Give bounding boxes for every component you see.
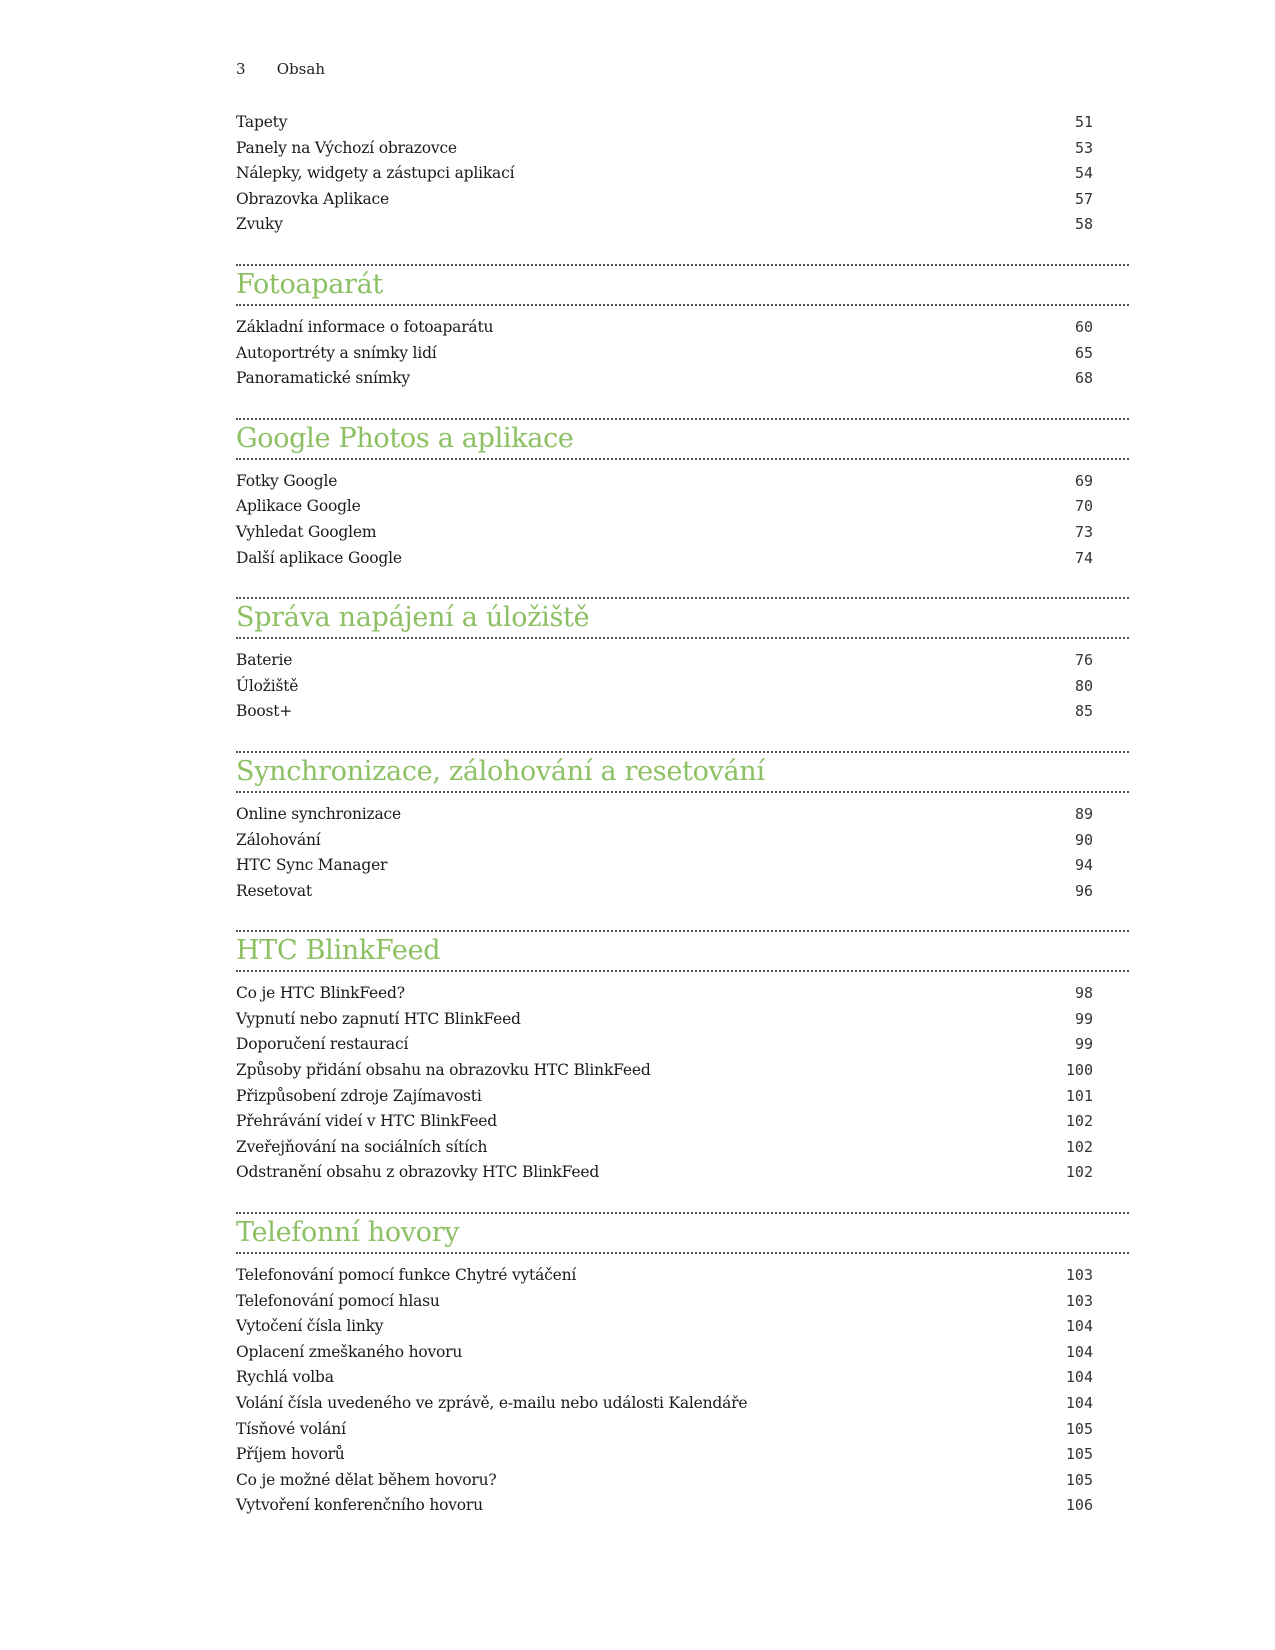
toc-entry[interactable] <box>236 828 1129 854</box>
section-heading <box>236 264 1129 306</box>
toc-entry-title: Zálohování <box>236 830 321 849</box>
toc-entry[interactable] <box>236 802 1129 828</box>
toc-entry[interactable] <box>236 1314 1129 1340</box>
section-heading <box>236 418 1129 460</box>
section-heading <box>236 1212 1129 1254</box>
toc-entry[interactable] <box>236 1417 1129 1443</box>
toc-entry[interactable] <box>236 648 1129 674</box>
toc-entry-page-number: 102 <box>1065 1137 1093 1156</box>
toc-entry-page-number: 103 <box>1065 1291 1093 1310</box>
toc-entry-title: Rychlá volba <box>236 1368 334 1387</box>
toc-entry-title: Obrazovka Aplikace <box>236 189 390 208</box>
toc-entry-title: Co je možné dělat během hovoru? <box>236 1470 497 1489</box>
toc-entry-page-number: 102 <box>1065 1112 1093 1131</box>
toc-entry[interactable] <box>236 1340 1129 1366</box>
section-heading <box>236 751 1129 793</box>
toc-entry-page-number: 58 <box>1074 215 1093 234</box>
toc-entry-page-number: 104 <box>1065 1317 1093 1336</box>
section-title[interactable]: Telefonní hovory <box>236 1217 460 1249</box>
toc-entry-page-number: 104 <box>1065 1394 1093 1412</box>
toc-entry-title: Vyhledat Googlem <box>236 522 377 541</box>
toc-entry[interactable] <box>236 1442 1129 1468</box>
toc-entry-title: Způsoby přidání obsahu na obrazovku HTC BlinkFeed <box>236 1061 651 1080</box>
toc-entry-title: Panoramatické snímky <box>236 369 410 388</box>
toc-entry-page-number: 65 <box>1074 343 1093 362</box>
toc-entry[interactable] <box>236 1365 1129 1391</box>
toc-entry-title: Autoportréty a snímky lidí <box>236 343 437 362</box>
toc-entry[interactable] <box>236 1289 1129 1315</box>
toc-entry[interactable] <box>236 136 1129 162</box>
toc-entry-page-number: 105 <box>1065 1445 1093 1464</box>
toc-entry-page-number: 96 <box>1074 881 1093 900</box>
toc-entry-title: Příjem hovorů <box>236 1445 345 1464</box>
toc-entry-page-number: 73 <box>1074 522 1093 541</box>
toc-entry-title: Telefonování pomocí hlasu <box>236 1291 440 1310</box>
toc-entry[interactable] <box>236 1109 1129 1135</box>
table-of-contents <box>236 110 1129 1519</box>
toc-entry-page-number: 106 <box>1065 1496 1093 1515</box>
toc-entry-title: Baterie <box>236 651 293 670</box>
toc-entry[interactable] <box>236 366 1129 392</box>
section-title[interactable]: Synchronizace, zálohování a resetování <box>236 755 765 787</box>
toc-entry-page-number: 89 <box>1074 804 1093 823</box>
header-title: Obsah <box>276 60 325 78</box>
toc-entry-title: HTC Sync Manager <box>236 856 388 875</box>
toc-entry[interactable] <box>236 494 1129 520</box>
toc-entry-page-number: 68 <box>1074 369 1093 388</box>
toc-entry-title: Panely na Výchozí obrazovce <box>236 138 457 157</box>
toc-entry-page-number: 105 <box>1065 1470 1093 1489</box>
toc-entry-page-number: 90 <box>1074 830 1093 849</box>
toc-entry[interactable] <box>236 469 1129 495</box>
toc-entry-page-number: 70 <box>1074 497 1093 516</box>
page-number: 3 <box>236 60 246 78</box>
toc-entry-title: Základní informace o fotoaparátu <box>236 317 494 336</box>
toc-entry[interactable] <box>236 981 1129 1007</box>
toc-entry[interactable] <box>236 1084 1129 1110</box>
toc-entry-page-number: 105 <box>1065 1419 1093 1438</box>
toc-entry[interactable] <box>236 1058 1129 1084</box>
toc-entry-page-number: 99 <box>1074 1009 1093 1028</box>
toc-entry[interactable] <box>236 341 1129 367</box>
toc-entry-page-number: 85 <box>1074 702 1093 721</box>
toc-entry-title: Resetovat <box>236 881 312 900</box>
toc-entry[interactable] <box>236 1391 1129 1417</box>
toc-entry[interactable] <box>236 1468 1129 1494</box>
toc-entry-title: Volání čísla uvedeného ve zprávě, e-mailu nebo události Kalendáře <box>236 1394 748 1412</box>
toc-entry-page-number: 74 <box>1074 548 1093 567</box>
toc-entry-title: Zveřejňování na sociálních sítích <box>236 1137 488 1156</box>
toc-entry-title: Vytvoření konferenčního hovoru <box>236 1496 483 1515</box>
toc-entry-page-number: 94 <box>1074 856 1093 875</box>
toc-entry[interactable] <box>236 674 1129 700</box>
toc-entry-page-number: 76 <box>1074 651 1093 670</box>
toc-entry-title: Odstranění obsahu z obrazovky HTC BlinkFeed <box>236 1163 600 1182</box>
toc-entry-page-number: 103 <box>1065 1266 1093 1285</box>
toc-entry[interactable] <box>236 1007 1129 1033</box>
toc-entry[interactable] <box>236 315 1129 341</box>
toc-entry-page-number: 54 <box>1074 164 1093 183</box>
toc-entry-title: Boost+ <box>236 702 293 721</box>
toc-entry-title: Zvuky <box>236 215 283 234</box>
page-header <box>236 60 325 78</box>
toc-entry-page-number: 80 <box>1074 676 1093 695</box>
toc-entry-page-number: 101 <box>1065 1086 1093 1105</box>
toc-entry-title: Vypnutí nebo zapnutí HTC BlinkFeed <box>236 1009 521 1028</box>
toc-entry-title: Tapety <box>236 113 288 131</box>
toc-entry-title: Přizpůsobení zdroje Zajímavosti <box>236 1086 482 1105</box>
toc-entry[interactable] <box>236 1135 1129 1161</box>
toc-entry[interactable] <box>236 187 1129 213</box>
toc-entry-title: Nálepky, widgety a zástupci aplikací <box>236 164 515 183</box>
toc-entry[interactable] <box>236 853 1129 879</box>
toc-entry[interactable] <box>236 161 1129 187</box>
toc-entry-page-number: 98 <box>1074 984 1093 1003</box>
toc-entry[interactable] <box>236 520 1129 546</box>
toc-entry-page-number: 99 <box>1074 1035 1093 1054</box>
toc-entry[interactable] <box>236 1160 1129 1186</box>
toc-entry[interactable] <box>236 879 1129 905</box>
toc-entry-page-number: 104 <box>1065 1368 1093 1387</box>
toc-entry-title: Úložiště <box>236 676 299 695</box>
toc-entry-page-number: 57 <box>1074 189 1093 208</box>
toc-entry[interactable] <box>236 212 1129 238</box>
toc-entry[interactable] <box>236 546 1129 572</box>
toc-entry-page-number: 60 <box>1074 317 1093 336</box>
toc-entry[interactable] <box>236 110 1129 136</box>
toc-entry-page-number: 53 <box>1074 138 1093 157</box>
section-title[interactable]: Google Photos a aplikace <box>236 422 574 454</box>
toc-entry[interactable] <box>236 699 1129 725</box>
toc-entry[interactable] <box>236 1493 1129 1519</box>
section-title[interactable]: HTC BlinkFeed <box>236 935 441 967</box>
toc-entry[interactable] <box>236 1263 1129 1289</box>
toc-entry-page-number: 69 <box>1074 471 1093 490</box>
toc-entry-title: Přehrávání videí v HTC BlinkFeed <box>236 1112 497 1131</box>
toc-entry-title: Další aplikace Google <box>236 548 402 567</box>
toc-entry-page-number: 104 <box>1065 1342 1093 1361</box>
section-title[interactable]: Správa napájení a úložiště <box>236 602 590 634</box>
toc-entry-title: Oplacení zmeškaného hovoru <box>236 1342 463 1361</box>
toc-entry-title: Co je HTC BlinkFeed? <box>236 984 405 1003</box>
section-title[interactable]: Fotoaparát <box>236 268 383 300</box>
toc-entry-title: Tísňové volání <box>236 1419 346 1438</box>
toc-entry-title: Vytočení čísla linky <box>236 1317 384 1336</box>
section-heading <box>236 597 1129 639</box>
toc-entry-title: Fotky Google <box>236 471 338 490</box>
toc-entry-page-number: 51 <box>1074 113 1093 131</box>
section-heading <box>236 930 1129 972</box>
toc-entry-page-number: 102 <box>1065 1163 1093 1182</box>
toc-entry-title: Online synchronizace <box>236 804 401 823</box>
toc-entry[interactable] <box>236 1032 1129 1058</box>
toc-entry-title: Aplikace Google <box>236 497 361 516</box>
toc-entry-page-number: 100 <box>1065 1061 1093 1080</box>
toc-entry-title: Telefonování pomocí funkce Chytré vytáčení <box>236 1266 577 1285</box>
toc-entry-title: Doporučení restaurací <box>236 1035 409 1054</box>
